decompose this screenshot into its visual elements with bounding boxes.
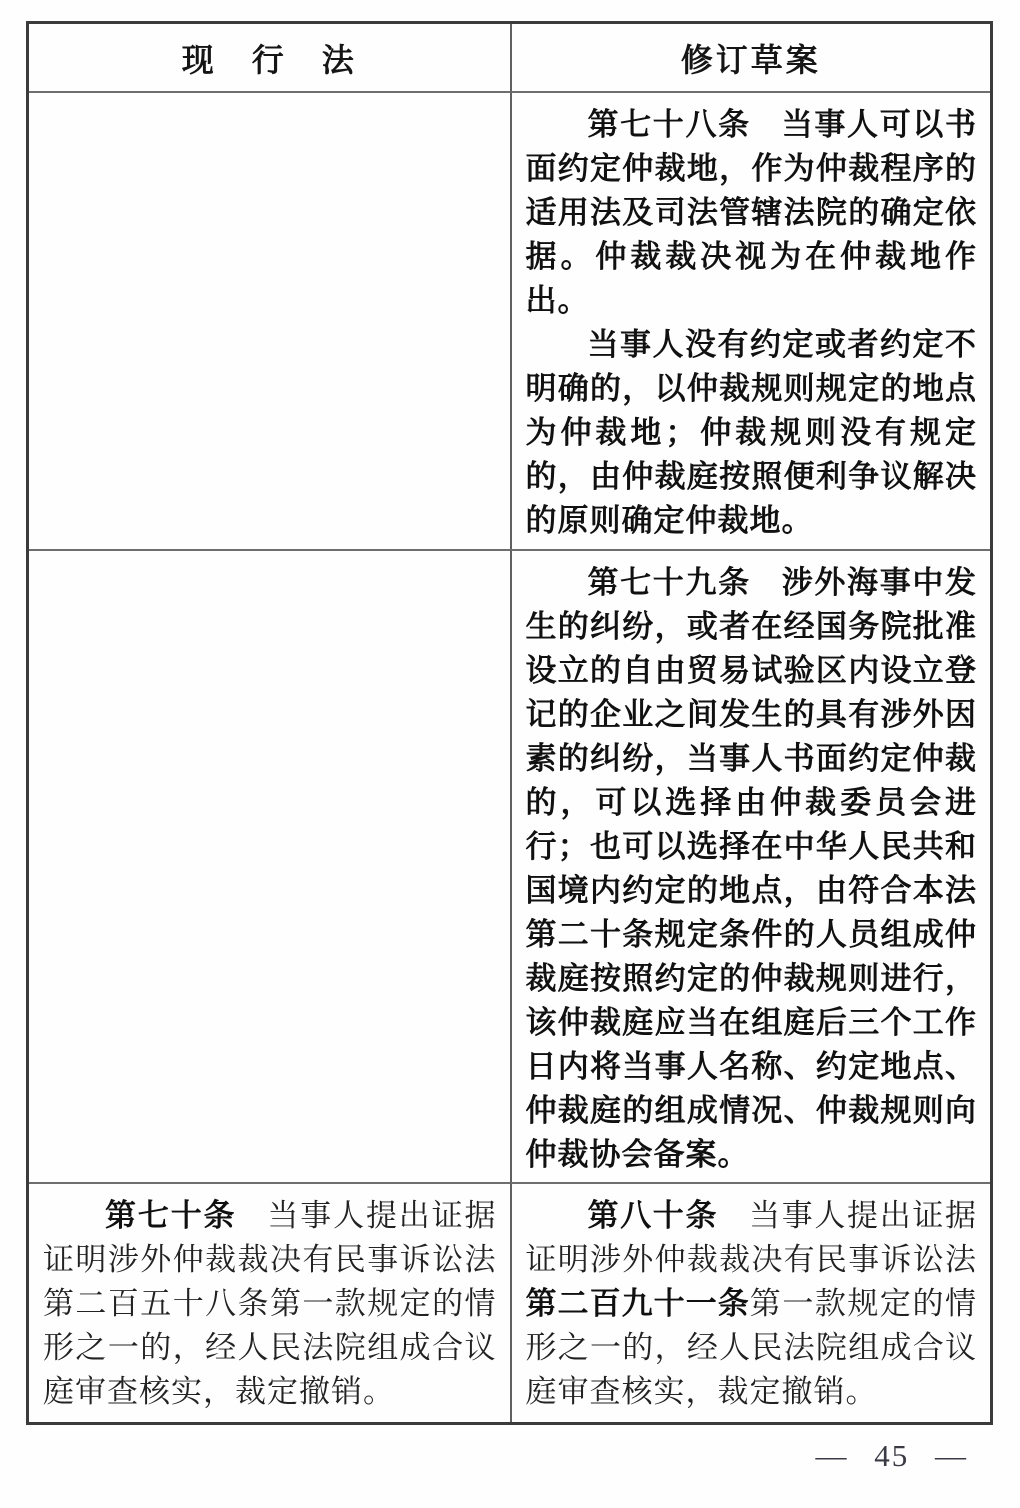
article-70-text: 当事人提出证据证明涉外仲裁裁决有民事诉讼法第二百五十八条第一款规定的情形之一的，经人民法院组成合议庭审查核实，裁定撤销。: [43, 1198, 497, 1409]
article-80-text-after-amendment: 第一款规定的情形之一的，经人民法院组成合议庭审查核实，裁定撤销。: [525, 1286, 978, 1409]
article-78-paragraph-1: [526, 103, 978, 323]
row1-revision-draft-cell: [510, 91, 991, 549]
column-header-current-law: 现 行 法: [181, 41, 357, 78]
law-comparison-table: [26, 21, 993, 1425]
article-80-number: 第八十条: [587, 1198, 719, 1233]
page-number: — 45 —: [815, 1438, 968, 1473]
row1-current-law-cell-empty: [29, 91, 510, 549]
article-80-amended-clause-number: 第二百九十一条: [525, 1286, 750, 1321]
article-70-number: 第七十条: [105, 1198, 237, 1233]
article-79-number: 第七十九条: [587, 565, 751, 600]
article-78-paragraph-1-text: 当事人可以书面约定仲裁地，作为仲裁程序的适用法及司法管辖法院的确定依据。仲裁裁决视为在仲裁地作出。: [525, 107, 977, 318]
column-header-revision-draft: 修订草案: [510, 24, 991, 91]
row2-revision-draft-cell: [510, 549, 991, 1182]
article-78-number: 第七十八条: [587, 107, 751, 142]
article-80-text-before-amendment: 当事人提出证据证明涉外仲裁裁决有民事诉讼法: [525, 1198, 978, 1277]
row3-current-law-cell: [29, 1182, 510, 1422]
article-80-paragraph: [526, 1194, 978, 1414]
article-78-paragraph-2: 当事人没有约定或者约定不明确的，以仲裁规则规定的地点为仲裁地；仲裁规则没有规定的，由仲裁庭按照便利争议解决的原则确定仲裁地。: [525, 327, 977, 538]
article-70-paragraph: [43, 1194, 497, 1414]
article-79-paragraph: [526, 561, 978, 1177]
row3-revision-draft-cell: [510, 1182, 991, 1422]
row2-current-law-cell-empty: [29, 549, 510, 1182]
article-79-text: 涉外海事中发生的纠纷，或者在经国务院批准设立的自由贸易试验区内设立登记的企业之间发生的具有涉外因素的纠纷，当事人书面约定仲裁的，可以选择由仲裁委员会进行；也可以选择在中华人民共和国境内约定的地点，由符合本法第二十条规定条件的人员组成仲裁庭按照约定的仲裁规则进行，该仲裁庭应当在组庭后三个工作日内将当事人名称、约定地点、仲裁庭的组成情况、仲裁规则向仲裁协会备案。: [525, 565, 977, 1172]
